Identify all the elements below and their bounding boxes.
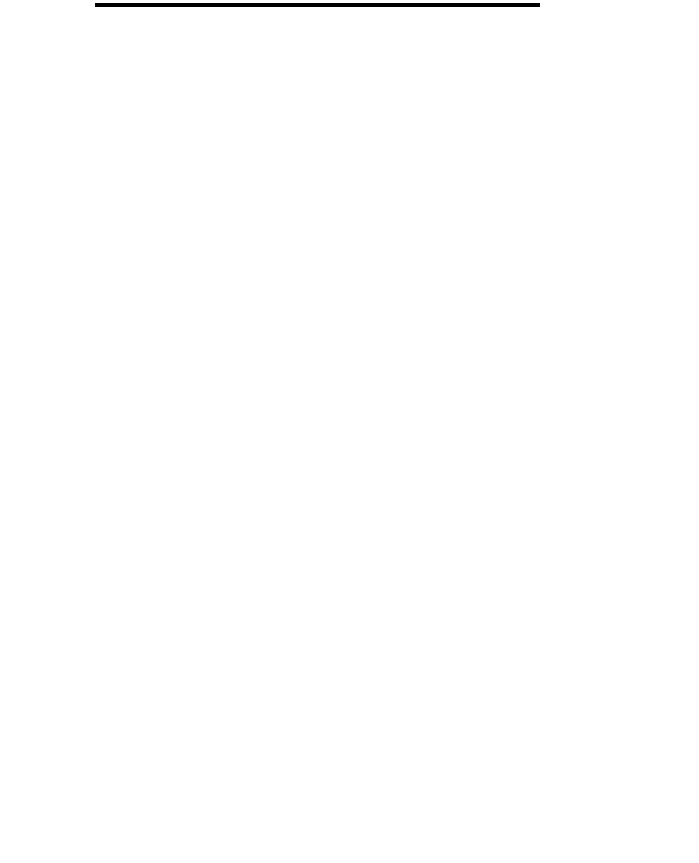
- page-top-rule: [95, 3, 540, 7]
